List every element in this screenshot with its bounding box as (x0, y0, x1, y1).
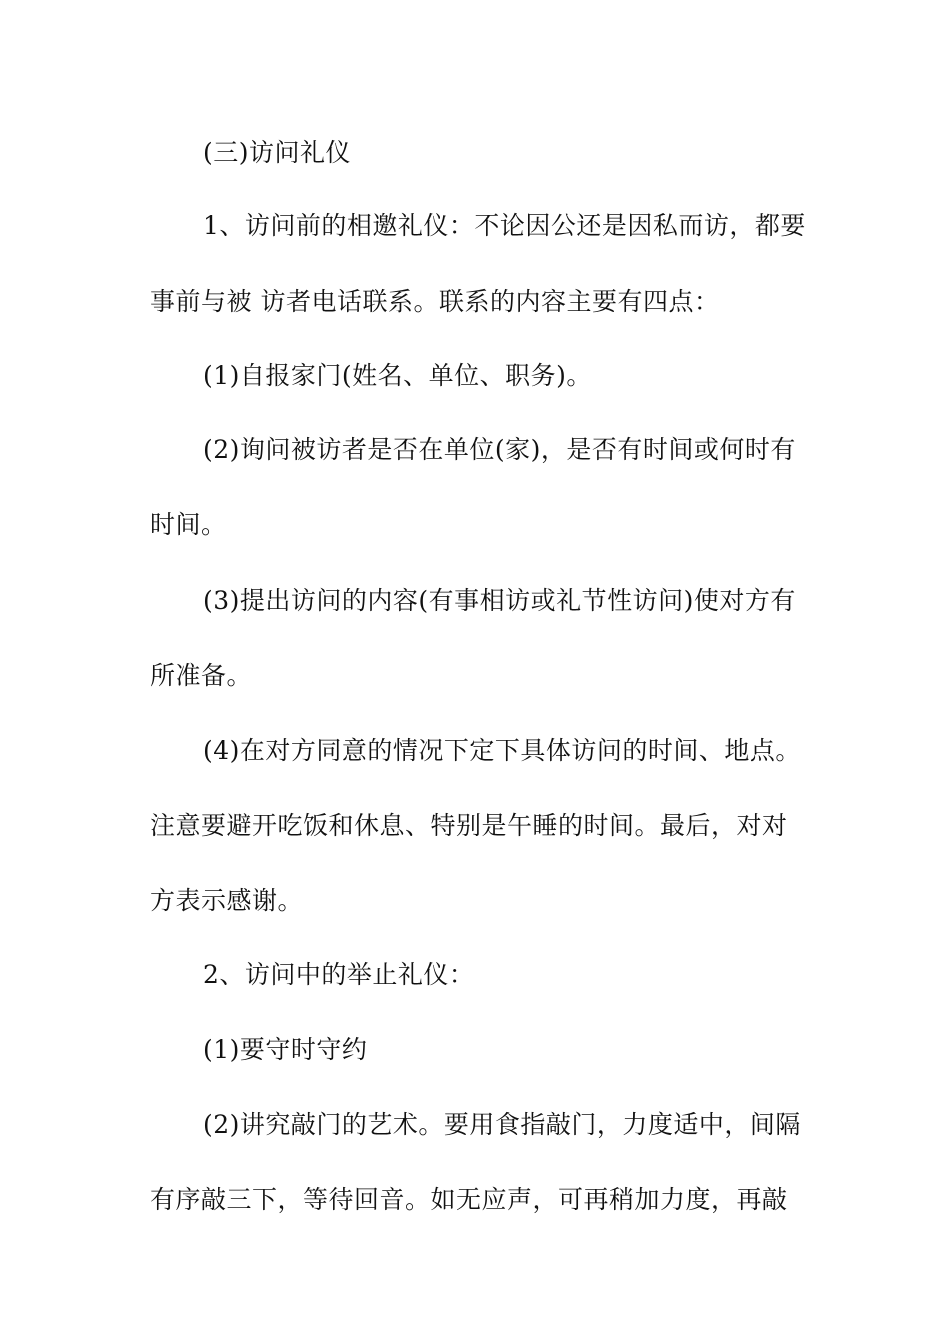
paragraph-line: 2、访问中的举止礼仪： (203, 960, 475, 989)
list-item-line: 所准备。 (150, 661, 253, 690)
paragraph-line: 事前与被 访者电话联系。联系的内容主要有四点： (150, 287, 720, 316)
list-item-line: (2)询问被访者是否在单位(家)，是否有时间或何时有 (203, 435, 796, 464)
list-item-line: 注意要避开吃饭和休息、特别是午睡的时间。最后，对对 (150, 811, 788, 840)
list-item-line: 时间。 (150, 510, 227, 539)
list-item-line: 有序敲三下，等待回音。如无应声，可再稍加力度，再敲 (150, 1185, 788, 1214)
list-item-line: (4)在对方同意的情况下定下具体访问的时间、地点。 (203, 736, 801, 765)
list-item-line: (1)要守时守约 (203, 1035, 368, 1064)
list-item-line: 方表示感谢。 (150, 886, 304, 915)
paragraph-line: 1、访问前的相邀礼仪：不论因公还是因私而访，都要 (203, 211, 806, 240)
list-item-line: (1)自报家门(姓名、单位、职务)。 (203, 361, 592, 390)
list-item-line: (2)讲究敲门的艺术。要用食指敲门，力度适中，间隔 (203, 1110, 801, 1139)
section-heading: (三)访问礼仪 (203, 138, 352, 167)
list-item-line: (3)提出访问的内容(有事相访或礼节性访问)使对方有 (203, 586, 796, 615)
